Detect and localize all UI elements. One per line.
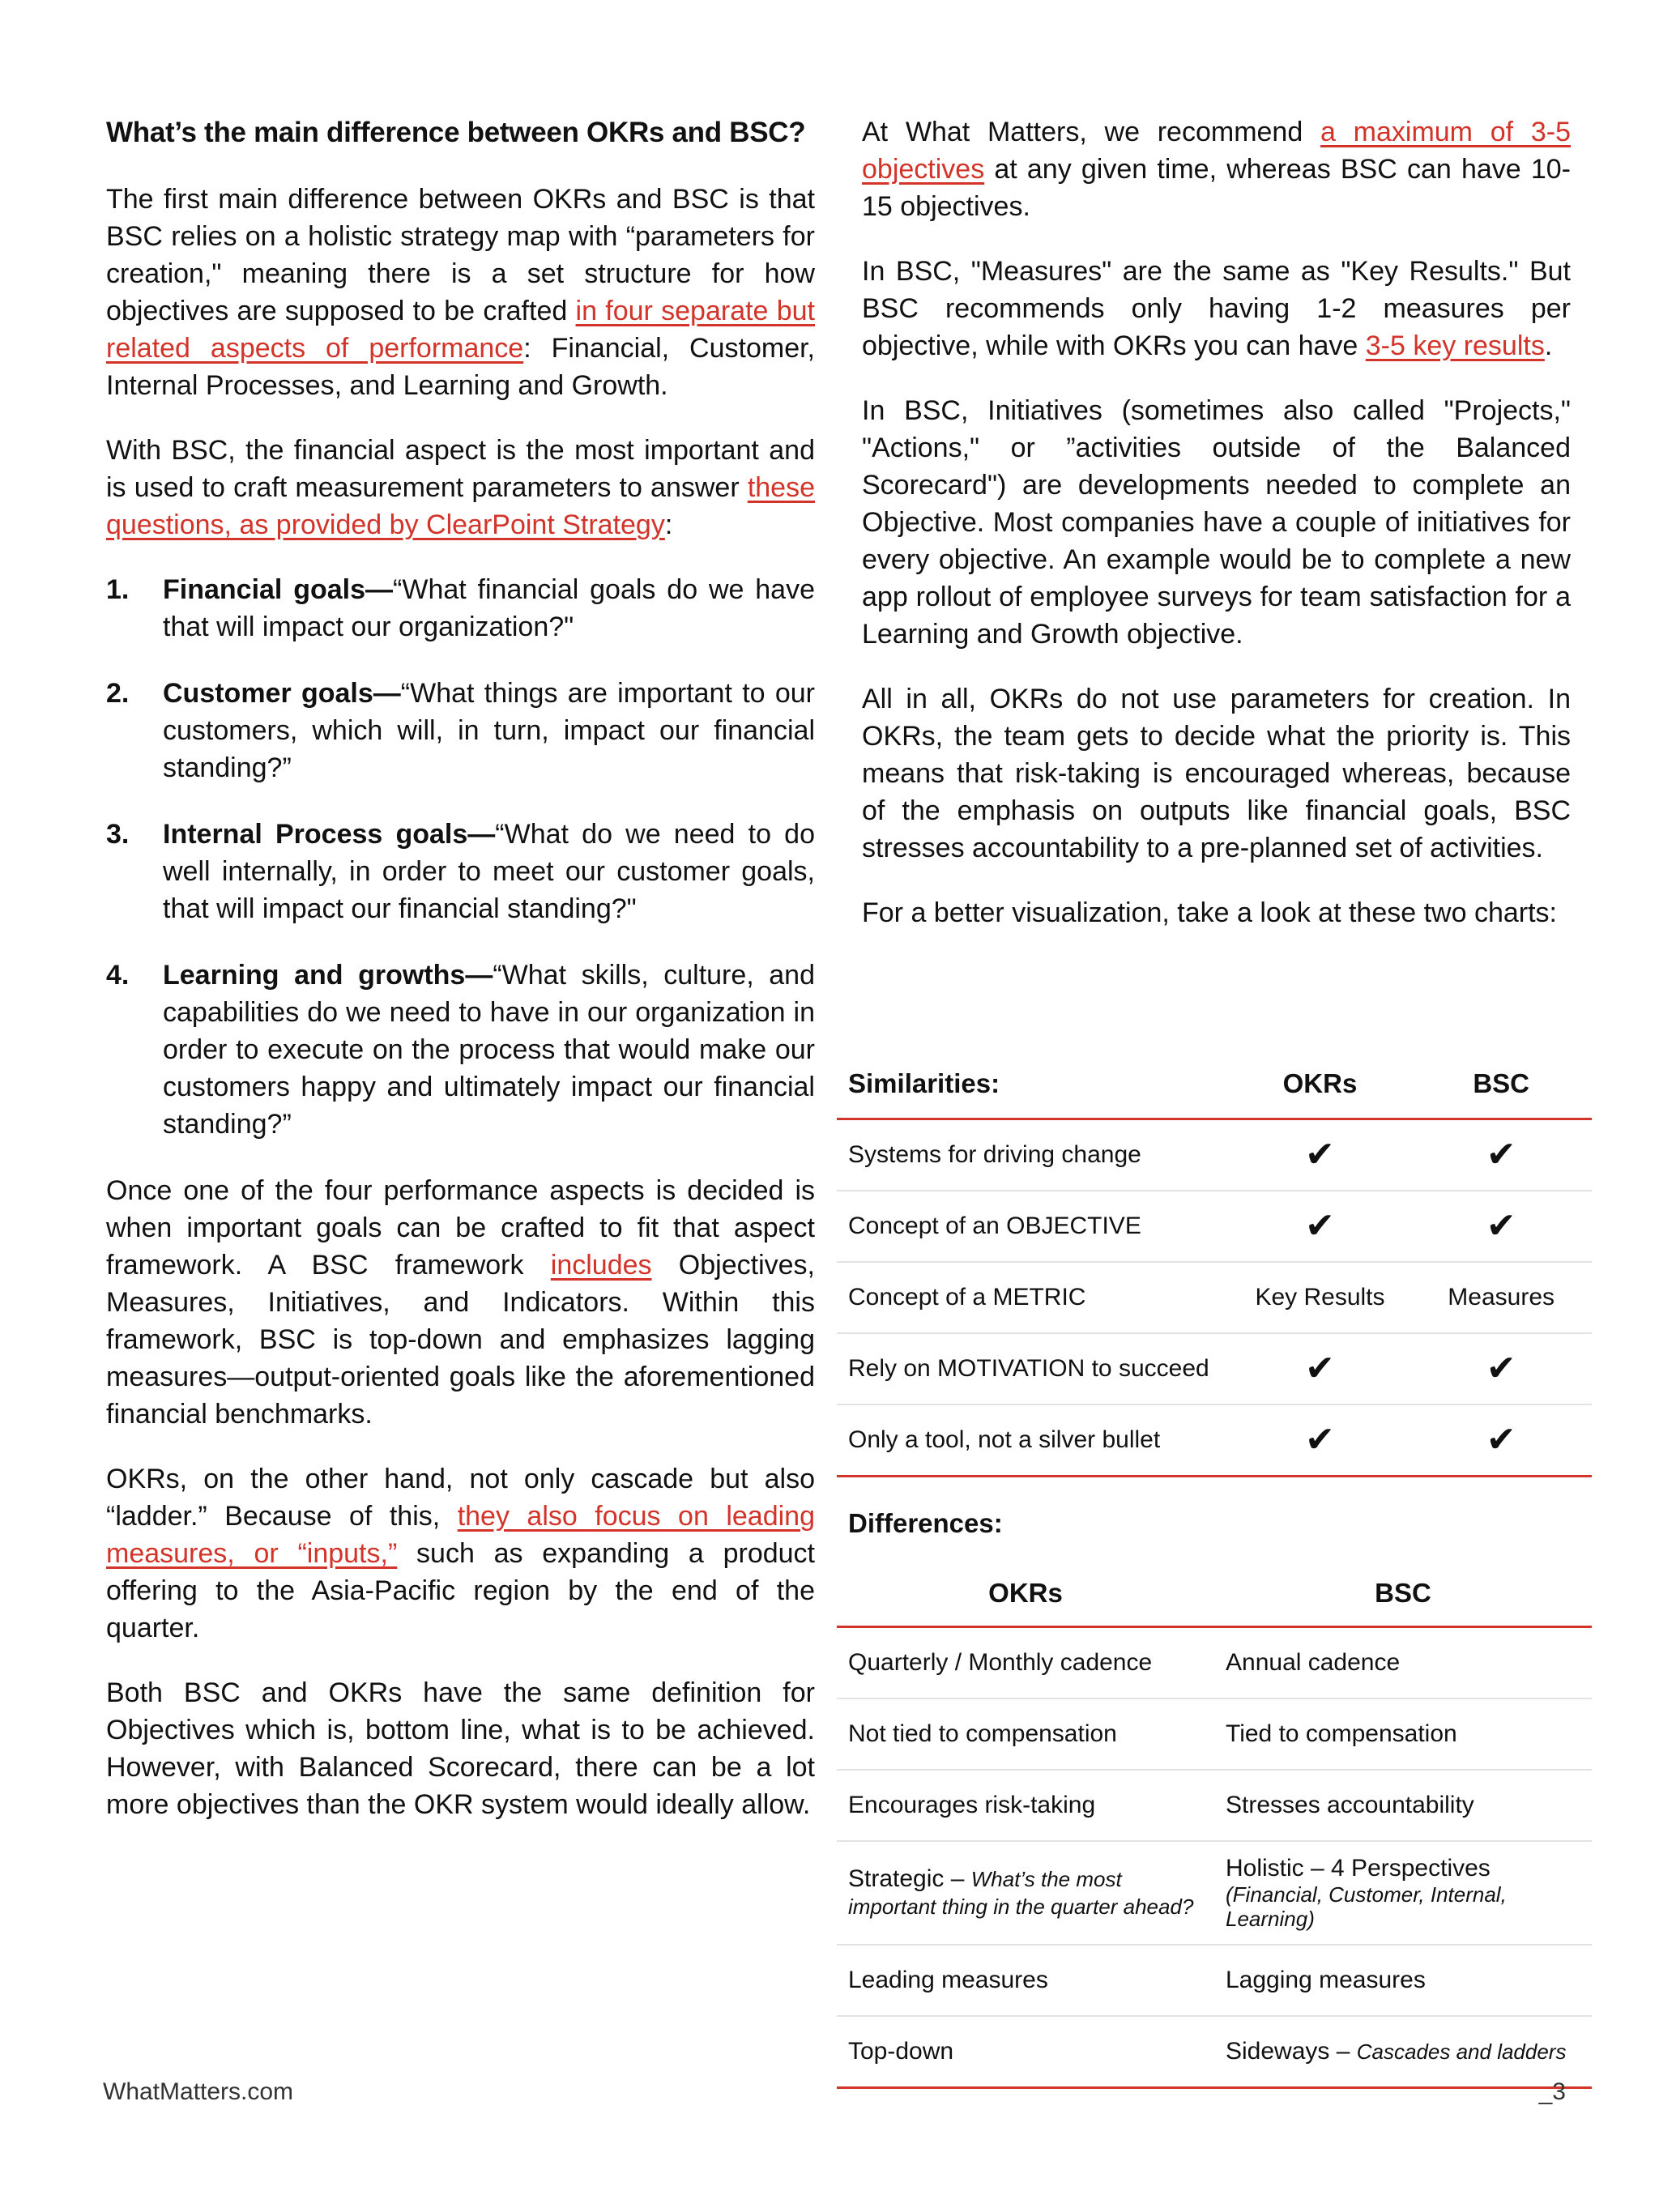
table-row (837, 1191, 1592, 1262)
checkmark-icon: ✔ (1305, 1135, 1335, 1174)
cell-italic-text: Cascades and ladders (1356, 2039, 1567, 2064)
okrs-header: OKRs (837, 1566, 1214, 1627)
table-row (837, 1627, 1592, 1699)
bsc-cell (1214, 1841, 1592, 1945)
list-item-text: “What skills, culture, and capabilities do we need to have in our organization in order to execute on the process that would make our customers happy and ultimately impact our financial standing?” (163, 960, 816, 1140)
table-header-row (837, 1566, 1592, 1627)
bsc-cell: Tied to compensation (1214, 1698, 1592, 1770)
bsc-cell: Stresses accountability (1214, 1770, 1592, 1841)
list-item-title: Customer goals— (163, 678, 401, 710)
cell-text: Holistic – 4 Perspectives (1226, 1855, 1491, 1882)
list-item (106, 571, 815, 646)
row-label: Systems for driving change (837, 1119, 1230, 1191)
okrs-cell: Not tied to compensation (837, 1698, 1214, 1770)
link-max-objectives[interactable]: a maximum of 3-5 objectives (862, 117, 1571, 185)
paragraph-objectives: Both BSC and OKRs have the same definition for Objectives which is, bottom line, what is to be achieved. However, with Balanced Scorecard, there can be a lot more objectives than the OKR system would ideally allow. (106, 1677, 815, 1821)
bsc-cell: Annual cadence (1214, 1627, 1592, 1699)
checkmark-icon: ✔ (1305, 1349, 1335, 1388)
checkmark-icon: ✔ (1486, 1420, 1516, 1460)
paragraph-all-in-all: All in all, OKRs do not use parameters for creation. In OKRs, the team gets to decide what the priority is. This means that risk-taking is encouraged whereas, because of the emphasis on outputs like financial goals, BSC stresses accountability to a pre-planned set of activities. (862, 684, 1571, 863)
link-includes[interactable]: includes (550, 1250, 652, 1281)
bsc-header: BSC (1410, 1050, 1592, 1119)
table-row (837, 1841, 1592, 1945)
paragraph-text: The first main difference between OKRs and BSC is that BSC relies on a holistic strategy map with “parameters for creation," meaning there is a set structure for how objectives are supposed to be crafted (106, 184, 815, 327)
list-item-text: “What things are important to our customers, which will, in turn, impact our financial standing?” (163, 678, 815, 784)
link-leading-measures[interactable]: they also focus on leading measures, or “inputs,” (106, 1501, 815, 1570)
paragraph-text: at any given time, whereas BSC can have 10-15 objectives. (862, 154, 1571, 222)
paragraph-financial (106, 432, 815, 543)
list-item (106, 957, 815, 1143)
paragraph-text: At What Matters, we recommend (862, 117, 1320, 147)
paragraph-visualization: For a better visualization, take a look at these two charts: (862, 897, 1557, 928)
list-item (106, 816, 815, 927)
checkmark-icon: ✔ (1486, 1135, 1516, 1174)
paragraph-text: OKRs, on the other hand, not only cascade but also “ladder.” Because of this, (106, 1464, 815, 1532)
paragraph-text: In BSC, "Measures" are the same as "Key Results." But BSC recommends only having 1-2 measures per objective, while with OKRs you can have (862, 256, 1571, 361)
paragraph-text: Objectives, Measures, Initiatives, and Indicators. Within this framework, BSC is top-down and emphasizes lagging measures—output-oriented goals like the aforementioned financial benchmarks. (106, 1250, 815, 1430)
table-row (837, 1945, 1592, 2016)
similarities-table (837, 1050, 1592, 1477)
link-four-aspects[interactable]: in four separate but related aspects of performance (106, 296, 815, 364)
checkmark-icon: ✔ (1486, 1206, 1516, 1246)
section-heading: What’s the main difference between OKRs and BSC? (106, 117, 806, 148)
table-row (837, 1770, 1592, 1841)
okrs-cell: Encourages risk-taking (837, 1770, 1214, 1841)
paragraph-text: : (664, 509, 673, 541)
similarities-header: Similarities: (837, 1050, 1230, 1119)
table-row (837, 2016, 1592, 2088)
paragraph-difference (106, 181, 815, 404)
okrs-metric-cell: Key Results (1230, 1262, 1411, 1333)
list-number: 3. (106, 819, 130, 850)
table-row (837, 1333, 1592, 1404)
paragraph-text: Once one of the four performance aspects is decided is when important goals can be crafted to fit that aspect framework. A BSC framework (106, 1175, 815, 1281)
cell-italic-text: (Financial, Customer, Internal, Learning) (1226, 1882, 1507, 1931)
list-number: 2. (106, 678, 130, 710)
comparison-tables (837, 1050, 1592, 2089)
list-item-title: Internal Process goals— (163, 819, 496, 850)
paragraph-recommend (862, 113, 1571, 225)
paragraph-initiatives: In BSC, Initiatives (sometimes also called "Projects," "Actions," or ”activities outside of the Balanced Scorecard") are developments needed to complete an Objective. Most companies have a couple of initiatives for every objective. An example would be to complete a new app rollout of employee surveys for team satisfaction for a Learning and Growth objective. (862, 395, 1571, 650)
paragraph-measures (862, 253, 1571, 364)
checkmark-icon: ✔ (1486, 1349, 1516, 1388)
bsc-cell: Lagging measures (1214, 1945, 1592, 2016)
list-item-title: Learning and growths— (163, 960, 493, 991)
table-row (837, 1404, 1592, 1477)
okrs-cell: Top-down (837, 2016, 1214, 2088)
table-row (837, 1119, 1592, 1191)
list-number: 1. (106, 574, 130, 606)
list-item-text: “What do we need to do well internally, in order to meet our customer goals, that will impact our financial standing?" (163, 819, 815, 925)
table-header-row (837, 1050, 1592, 1119)
paragraph-text: such as expanding a product offering to the Asia-Pacific region by the end of the quarter. (106, 1538, 815, 1644)
differences-table (837, 1566, 1592, 2089)
list-item-title: Financial goals— (163, 574, 394, 606)
bsc-metric-cell: Measures (1410, 1262, 1592, 1333)
paragraph-text: . (1544, 330, 1553, 361)
paragraph-text: : Financial, Customer, Internal Processes, and Learning and Growth. (106, 333, 815, 402)
paragraph-text: With BSC, the financial aspect is the most important and is used to craft measurement parameters to answer (106, 435, 815, 504)
list-item-text: “What financial goals do we have that will impact our organization?" (163, 574, 815, 643)
row-label: Concept of a METRIC (837, 1262, 1230, 1333)
list-item (106, 675, 815, 786)
table-row (837, 1262, 1592, 1333)
goals-list (106, 571, 815, 1143)
bsc-header: BSC (1214, 1566, 1592, 1627)
okrs-cell: Leading measures (837, 1945, 1214, 2016)
row-label: Only a tool, not a silver bullet (837, 1404, 1230, 1477)
okrs-cell: Quarterly / Monthly cadence (837, 1627, 1214, 1699)
link-clearpoint[interactable]: these questions, as provided by ClearPoint Strategy (106, 472, 815, 541)
cell-italic-text: What’s the most important thing in the quarter ahead? (848, 1867, 1194, 1919)
okrs-cell (837, 1841, 1214, 1945)
footer-site: WhatMatters.com (103, 2078, 294, 2105)
differences-title: Differences: (848, 1508, 1003, 1538)
left-column (106, 113, 815, 1851)
okrs-header: OKRs (1230, 1050, 1411, 1119)
cell-text: Sideways – (1226, 2038, 1357, 2065)
list-number: 4. (106, 960, 130, 991)
paragraph-framework (106, 1172, 815, 1433)
row-label: Rely on MOTIVATION to succeed (837, 1333, 1230, 1404)
checkmark-icon: ✔ (1305, 1420, 1335, 1460)
cell-text: Strategic – (848, 1865, 971, 1892)
table-row (837, 1698, 1592, 1770)
right-column (862, 113, 1571, 959)
bsc-cell (1214, 2016, 1592, 2088)
paragraph-okrs-ladder (106, 1460, 815, 1647)
checkmark-icon: ✔ (1305, 1206, 1335, 1246)
footer-page-number: _3 (1538, 2078, 1566, 2105)
row-label: Concept of an OBJECTIVE (837, 1191, 1230, 1262)
link-key-results[interactable]: 3-5 key results (1365, 330, 1545, 361)
